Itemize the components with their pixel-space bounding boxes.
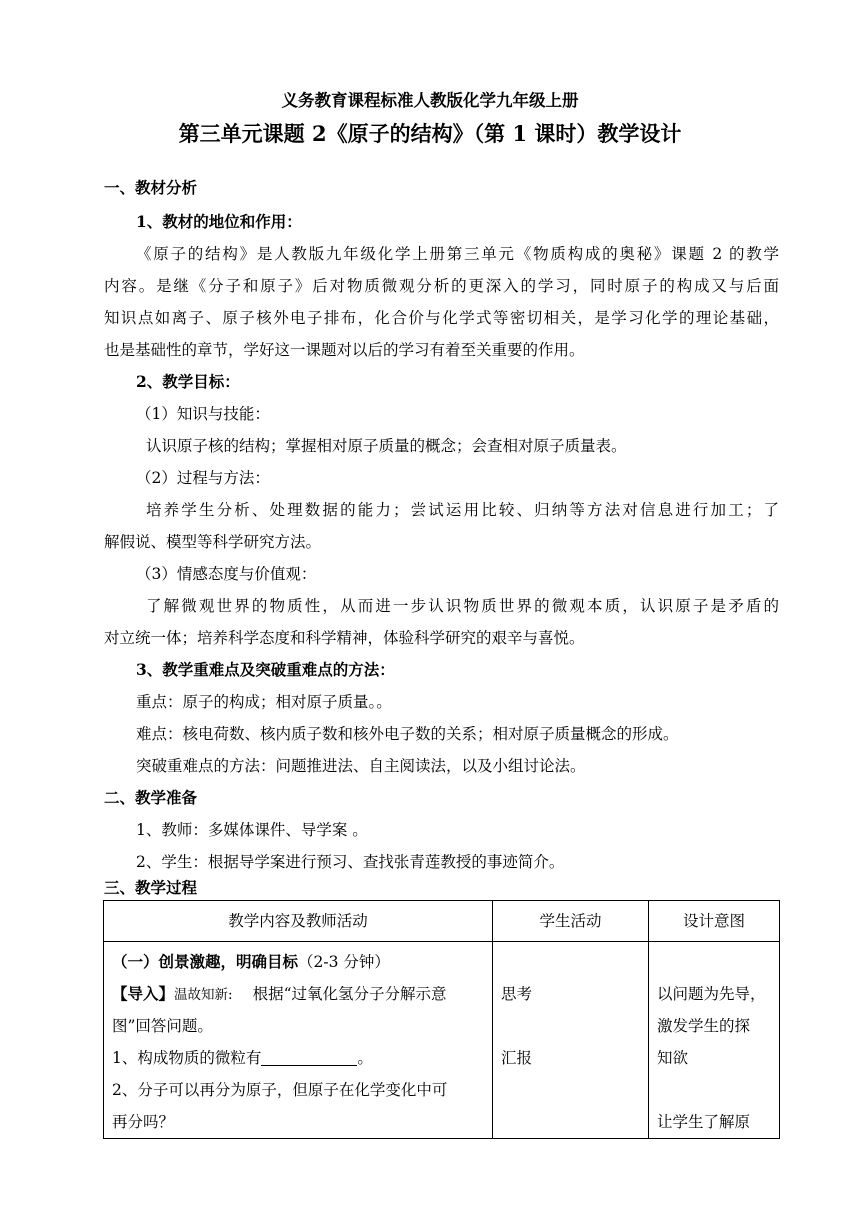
goal-knowledge-label: （1）知识与技能： <box>136 405 270 423</box>
phase-title: （一）创景激趣，明确目标 <box>112 952 299 971</box>
question-1-suffix: 。 <box>357 1049 373 1067</box>
table-row <box>104 942 780 1139</box>
goal-process-label: （2）过程与方法： <box>136 469 270 487</box>
goal-process-line: 培养学生分析、处理数据的能力；尝试运用比较、归纳等方法对信息进行加工；了 <box>146 501 779 519</box>
document-title: 第三单元课题 2《原子的结构》（第 1 课时）教学设计 <box>178 121 682 146</box>
student-cell <box>493 942 649 1139</box>
paragraph-line: 《原子的结构》是人教版九年级化学上册第三单元《物质构成的奥秘》课题 2 的教学 <box>136 245 779 263</box>
question-2-line-1: 2、分子可以再分为原子，但原子在化学变化中可 <box>112 1081 448 1099</box>
goal-attitude-line: 对立统一体；培养科学态度和科学精神，体验科学研究的艰辛与喜悦。 <box>104 629 585 647</box>
document-subtitle: 义务教育课程标准人教版化学九年级上册 <box>281 91 579 110</box>
table-header-student: 学生活动 <box>493 901 649 942</box>
prep-student: 2、学生：根据导学案进行预习、查找张青莲教授的事迹简介。 <box>136 853 565 871</box>
paragraph-line: 也是基础性的章节，学好这一课题对以后的学习有着至关重要的作用。 <box>104 341 585 359</box>
intent-line: 以问题为先导， <box>657 985 766 1003</box>
method-text: 突破重难点的方法：问题推进法、自主阅读法，以及小组讨论法。 <box>136 757 586 775</box>
difficulty-text: 难点：核电荷数、核内质子数和核外电子数的关系；相对原子质量概念的形成。 <box>136 725 679 743</box>
prep-teacher: 1、教师：多媒体课件、导学案 。 <box>136 821 368 839</box>
intro-text: 根据“过氧化氢分子分解示意 <box>252 985 447 1003</box>
goal-attitude-line: 了解微观世界的物质性，从而进一步认识物质世界的微观本质，认识原子是矛盾的 <box>146 597 779 615</box>
section-heading-analysis: 一、教材分析 <box>104 178 198 197</box>
intro-tag: 【导入】 <box>112 984 175 1003</box>
question-1 <box>112 1042 484 1074</box>
focus-text: 重点：原子的构成；相对原子质量。。 <box>136 693 392 711</box>
intent-line: 让学生了解原 <box>657 1113 751 1131</box>
intent-cell <box>649 942 780 1139</box>
student-activity: 汇报 <box>501 1049 533 1067</box>
answer-blank <box>261 1049 357 1066</box>
intent-line: 激发学生的探 <box>657 1017 751 1035</box>
question-2-line-2: 再分吗？ <box>112 1113 175 1131</box>
table-header-row <box>104 901 780 942</box>
goal-process-line: 解假说、模型等科学研究方法。 <box>104 533 322 551</box>
section-heading-process: 三、教学过程 <box>104 878 198 897</box>
phase-title-line <box>112 946 484 978</box>
process-table <box>103 900 780 1139</box>
section-heading-preparation: 二、教学准备 <box>104 788 198 807</box>
intro-small: 温故知新: <box>174 987 233 1003</box>
table-header-intent: 设计意图 <box>649 901 780 942</box>
table-header-content: 教学内容及教师活动 <box>104 901 493 942</box>
subheading-difficulty: 3、教学重难点及突破重难点的方法： <box>136 660 395 679</box>
intent-line: 知欲 <box>657 1049 689 1067</box>
subheading-goals: 2、教学目标： <box>136 372 240 391</box>
intro-line-2: 图”回答问题。 <box>112 1017 213 1035</box>
goal-attitude-label: （3）情感态度与价值观： <box>136 565 317 583</box>
paragraph-line: 知识点如离子、原子核外电子排布，化合价与化学式等密切相关，是学习化学的理论基础， <box>104 309 779 327</box>
content-cell <box>104 942 493 1139</box>
paragraph-line: 内容。是继《分子和原子》后对物质微观分析的更深入的学习，同时原子的构成又与后面 <box>104 277 779 295</box>
student-activity: 思考 <box>501 985 533 1003</box>
question-1-text: 1、构成物质的微粒有 <box>112 1049 262 1067</box>
intro-line <box>112 978 484 1010</box>
subheading-role: 1、教材的地位和作用： <box>136 212 302 231</box>
goal-knowledge-text: 认识原子核的结构；掌握相对原子质量的概念；会查相对原子质量表。 <box>146 437 627 455</box>
phase-time: （2-3 分钟） <box>298 953 390 971</box>
